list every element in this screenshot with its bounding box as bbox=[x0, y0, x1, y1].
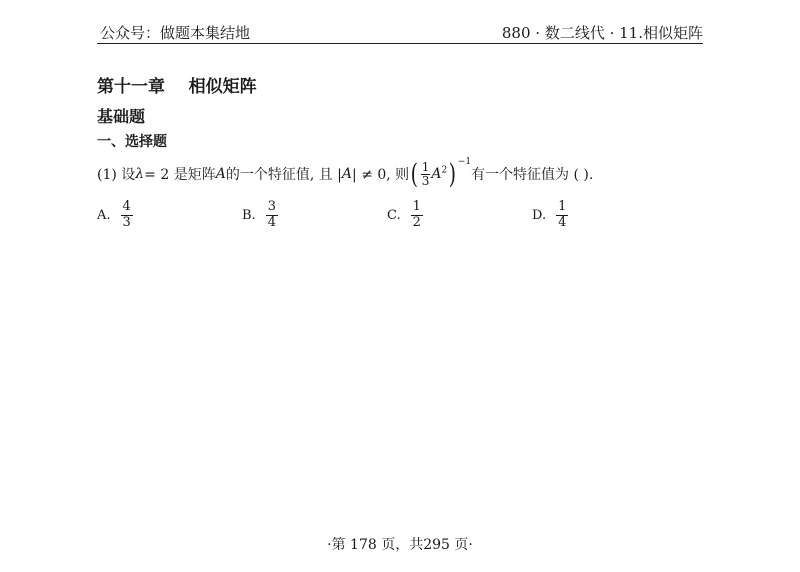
header-right: 880 · 数二线代 · 11.相似矩阵 bbox=[501, 24, 703, 42]
chapter-title: 第十一章 相似矩阵 bbox=[97, 77, 257, 97]
header-rule bbox=[97, 43, 703, 44]
option-a-numerator: 4 bbox=[122, 199, 131, 214]
question-suffix: 有一个特征值为 ( ). bbox=[471, 167, 594, 183]
fraction-numerator: 1 bbox=[421, 159, 430, 174]
question-prefix: (1) 设 bbox=[97, 167, 136, 183]
question-mid: 的一个特征值, 且 | bbox=[225, 167, 342, 183]
matrix-symbol: A bbox=[215, 166, 226, 182]
question-mid2: | ≠ 0, 则 bbox=[352, 167, 410, 183]
section-title: 基础题 bbox=[97, 107, 146, 126]
option-c-label: C. bbox=[387, 207, 401, 223]
option-d-numerator: 1 bbox=[558, 199, 567, 214]
matrix-symbol-det: A bbox=[341, 166, 353, 182]
left-paren: ( bbox=[410, 158, 419, 190]
power-exponent: 2 bbox=[441, 165, 448, 176]
option-a-fraction bbox=[121, 200, 133, 231]
right-paren: ) bbox=[448, 158, 457, 190]
option-c[interactable] bbox=[387, 200, 423, 231]
page-footer: ·第 178 页，共295 页· bbox=[327, 537, 473, 553]
option-d[interactable] bbox=[532, 200, 568, 231]
option-d-fraction bbox=[556, 200, 568, 231]
option-c-denominator: 2 bbox=[412, 214, 421, 230]
fraction-denominator: 3 bbox=[421, 173, 430, 188]
option-b[interactable] bbox=[242, 200, 278, 231]
option-b-denominator: 4 bbox=[267, 214, 276, 230]
question-1 bbox=[97, 157, 594, 190]
header-left: 公众号：做题本集结地 bbox=[100, 24, 251, 42]
option-a[interactable] bbox=[97, 200, 133, 231]
subsection-title: 一、选择题 bbox=[97, 134, 167, 150]
option-c-numerator: 1 bbox=[412, 199, 421, 214]
power-base: A bbox=[431, 166, 442, 182]
one-third-fraction bbox=[421, 161, 431, 187]
lambda-symbol: λ bbox=[135, 166, 145, 182]
question-eq: = 2 是矩阵 bbox=[144, 167, 216, 183]
option-d-label: D. bbox=[532, 207, 547, 223]
option-a-label: A. bbox=[97, 207, 111, 223]
option-a-denominator: 3 bbox=[122, 214, 131, 230]
option-b-label: B. bbox=[242, 207, 256, 223]
outer-exponent: −1 bbox=[457, 157, 472, 167]
option-d-denominator: 4 bbox=[558, 214, 567, 230]
option-b-numerator: 3 bbox=[267, 199, 276, 214]
option-b-fraction bbox=[266, 200, 278, 231]
option-c-fraction bbox=[411, 200, 423, 231]
